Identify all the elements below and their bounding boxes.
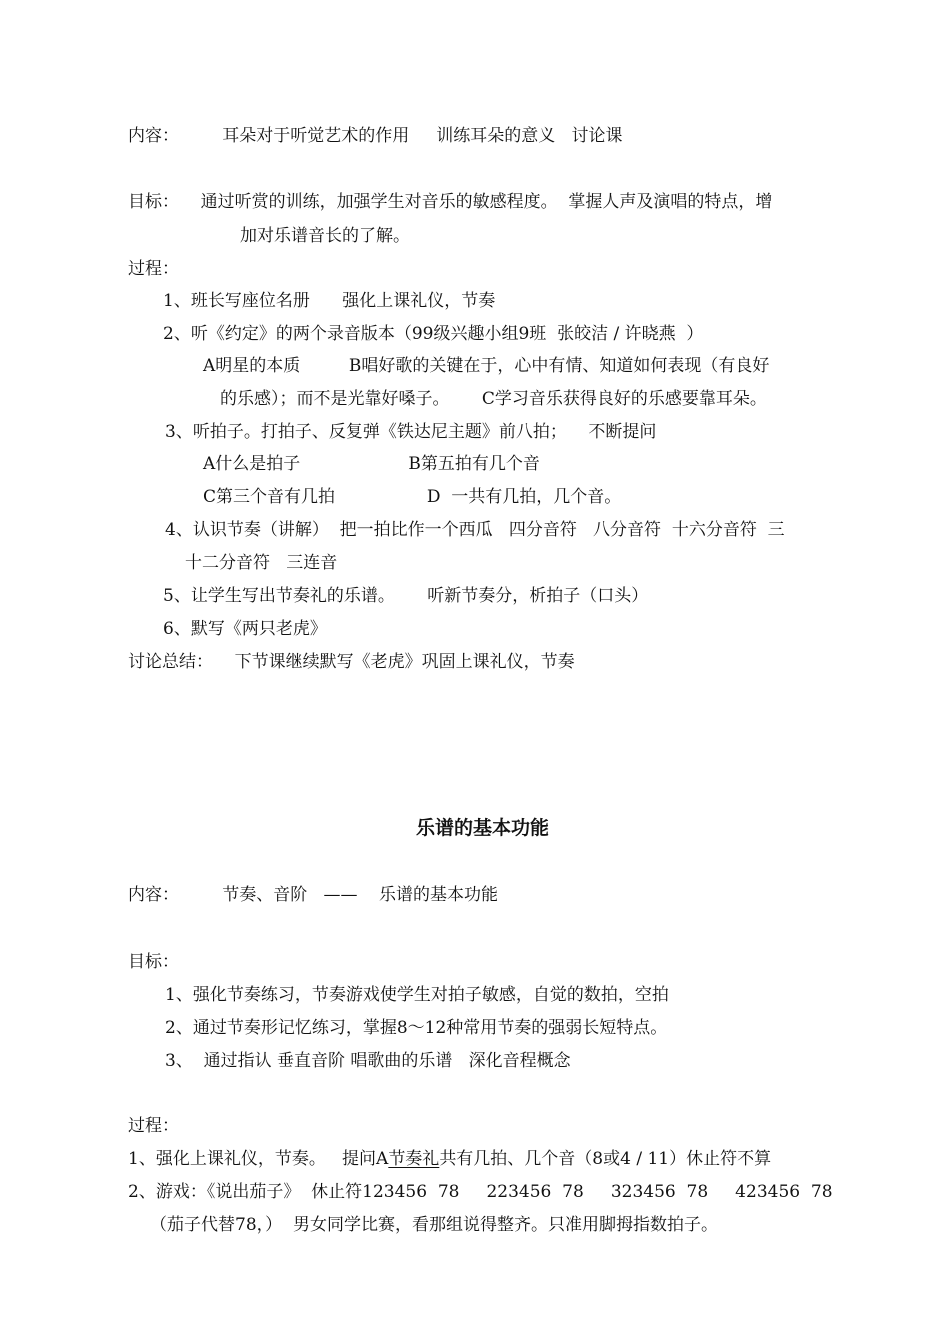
lesson2-goal-3: 3、 通过指认 垂直音阶 唱歌曲的乐谱 深化音程概念 bbox=[165, 1051, 571, 1071]
lesson1-step-3: 3、听拍子。打拍子、反复弹《铁达尼主题》前八拍； 不断提问 bbox=[165, 422, 657, 442]
lesson2-process-1-start: 1、强化上课礼仪，节奏。 提问A bbox=[128, 1149, 389, 1169]
lesson1-step-6: 6、默写《两只老虎》 bbox=[163, 619, 327, 639]
lesson2-goal-1: 1、强化节奏练习，节奏游戏使学生对拍子敏感，自觉的数拍，空拍 bbox=[165, 985, 669, 1005]
lesson1-step-3a: A什么是拍子 B第五拍有几个音 bbox=[203, 454, 540, 474]
rhythm-ritual-term: 节奏礼 bbox=[388, 1149, 440, 1169]
lesson1-step-5: 5、让学生写出节奏礼的乐谱。 听新节奏分，析拍子（口头） bbox=[163, 586, 649, 606]
lesson1-summary: 讨论总结： 下节课继续默写《老虎》巩固上课礼仪，节奏 bbox=[128, 652, 575, 672]
lesson2-title: 乐谱的基本功能 bbox=[416, 817, 550, 839]
lesson2-goal-2: 2、通过节奏形记忆练习，掌握8～12种常用节奏的强弱长短特点。 bbox=[165, 1018, 668, 1038]
lesson1-step-3b: C第三个音有几拍 D 一共有几拍，几个音。 bbox=[203, 487, 622, 507]
lesson2-process-label: 过程： bbox=[128, 1116, 179, 1136]
lesson1-content: 内容： 耳朵对于听觉艺术的作用 训练耳朵的意义 讨论课 bbox=[128, 126, 623, 146]
lesson2-goal-label: 目标： bbox=[128, 952, 179, 972]
lesson1-step-2: 2、听《约定》的两个录音版本（99级兴趣小组9班 张皎洁 / 许晓燕 ） bbox=[163, 324, 704, 344]
lesson1-goal-line1: 目标： 通过听赏的训练，加强学生对音乐的敏感程度。 掌握人声及演唱的特点，增 bbox=[128, 192, 773, 212]
lesson2-process-1-end: 共有几拍、几个音（8或4 / 11）休止符不算 bbox=[439, 1149, 772, 1169]
lesson2-process-1 bbox=[128, 1148, 771, 1170]
lesson1-goal-line2: 加对乐谱音长的了解。 bbox=[240, 226, 410, 246]
lesson2-process-2b: （茄子代替78，） 男女同学比赛，看那组说得整齐。只准用脚拇指数拍子。 bbox=[150, 1215, 718, 1235]
lesson1-step-2b: 的乐感）；而不是光靠好嗓子。 C学习音乐获得良好的乐感要靠耳朵。 bbox=[220, 389, 767, 409]
lesson2-content: 内容： 节奏、音阶 —— 乐谱的基本功能 bbox=[128, 885, 499, 905]
lesson1-step-4a: 4、认识节奏（讲解） 把一拍比作一个西瓜 四分音符 八分音符 十六分音符 三 bbox=[165, 520, 785, 540]
lesson1-process-label: 过程： bbox=[128, 259, 179, 279]
lesson1-step-2a: A明星的本质 B唱好歌的关键在于，心中有情、知道如何表现（有良好 bbox=[203, 356, 770, 376]
lesson1-step-4b: 十二分音符 三连音 bbox=[185, 553, 338, 573]
lesson2-process-2a: 2、游戏：《说出茄子》 休止符123456 78 223456 78 323456 78 423456 78 bbox=[128, 1182, 833, 1202]
lesson1-step-1: 1、班长写座位名册 强化上课礼仪，节奏 bbox=[163, 291, 496, 311]
